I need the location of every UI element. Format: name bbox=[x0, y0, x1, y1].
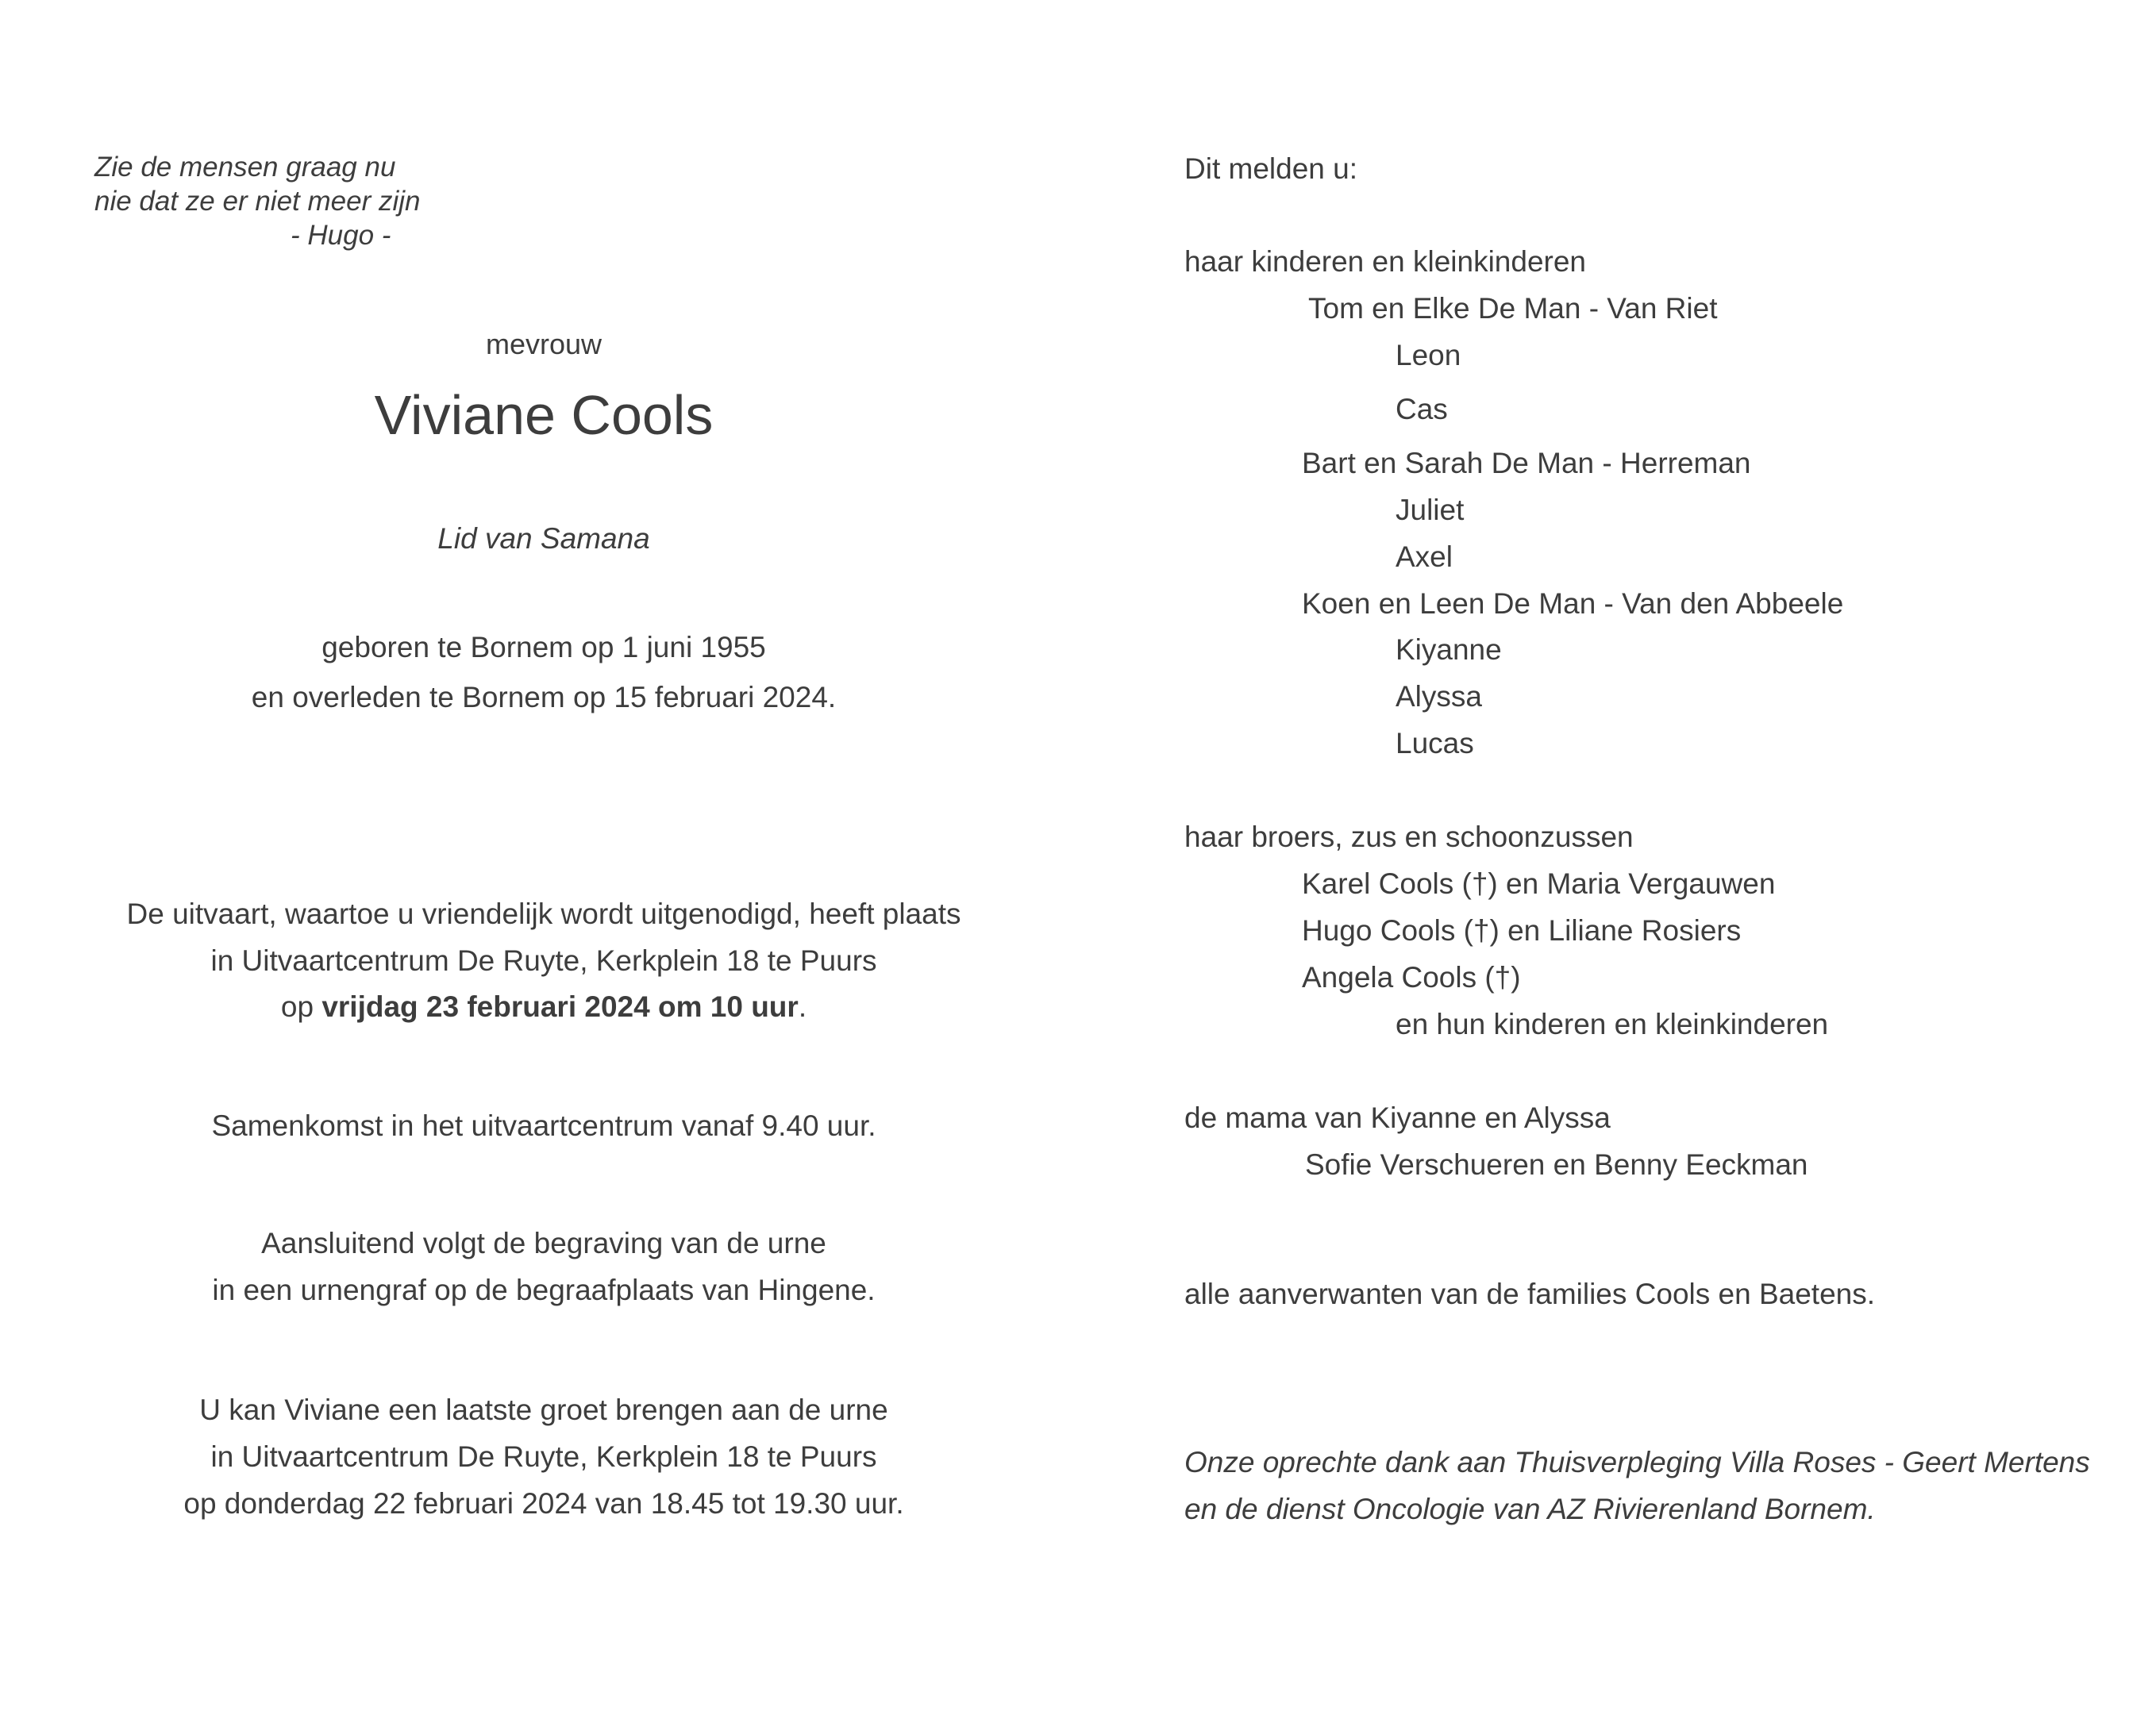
announcers-intro: Dit melden u: bbox=[1184, 152, 1357, 185]
grandchild-name: Cas bbox=[1396, 393, 1448, 425]
thanks-line: en de dienst Oncologie van AZ Rivierenland Bornem. bbox=[1184, 1493, 1876, 1525]
membership: Lid van Samana bbox=[437, 522, 650, 555]
birth-line: geboren te Bornem op 1 juni 1955 bbox=[321, 631, 766, 663]
thanks-line: Onze oprechte dank aan Thuisverpleging Villa Roses - Geert Mertens bbox=[1184, 1446, 2090, 1478]
family-name: Bart en Sarah De Man - Herreman bbox=[1302, 447, 1751, 479]
visit-line: U kan Viviane een laatste groet brengen aan de urne bbox=[199, 1394, 888, 1426]
grandchild-name: Axel bbox=[1396, 540, 1453, 573]
burial-line: Aansluitend volgt de begraving van de urne bbox=[261, 1227, 826, 1259]
salutation: mevrouw bbox=[485, 328, 603, 360]
grandchild-name: Alyssa bbox=[1396, 680, 1482, 713]
sibling-name: Karel Cools (†) en Maria Vergauwen bbox=[1302, 867, 1776, 900]
sibling-name: Hugo Cools (†) en Liliane Rosiers bbox=[1302, 914, 1742, 947]
gathering-line: Samenkomst in het uitvaartcentrum vanaf 9.40 uur. bbox=[211, 1109, 876, 1142]
funeral-date-suffix: . bbox=[798, 990, 807, 1023]
grandchild-name: Kiyanne bbox=[1396, 633, 1502, 666]
burial-line: in een urnengraf op de begraafplaats van Hingene. bbox=[212, 1274, 876, 1306]
sibling-name: Angela Cools (†) bbox=[1302, 961, 1521, 994]
mother-names: Sofie Verschueren en Benny Eeckman bbox=[1305, 1148, 1808, 1181]
siblings-heading: haar broers, zus en schoonzussen bbox=[1184, 821, 1634, 853]
siblings-descendants: en hun kinderen en kleinkinderen bbox=[1396, 1008, 1829, 1040]
quote-author: - Hugo - bbox=[291, 220, 391, 251]
deceased-name: Viviane Cools bbox=[374, 384, 714, 446]
family-name: Tom en Elke De Man - Van Riet bbox=[1308, 292, 1718, 325]
funeral-location: in Uitvaartcentrum De Ruyte, Kerkplein 18 te Puurs bbox=[210, 944, 877, 977]
death-line: en overleden te Bornem op 15 februari 2024. bbox=[251, 681, 837, 713]
funeral-line: De uitvaart, waartoe u vriendelijk wordt uitgenodigd, heeft plaats bbox=[126, 898, 961, 930]
visit-line: op donderdag 22 februari 2024 van 18.45 tot 19.30 uur. bbox=[183, 1487, 904, 1520]
funeral-date-prefix: op bbox=[280, 990, 322, 1023]
grandchild-name: Leon bbox=[1396, 339, 1461, 371]
family-name: Koen en Leen De Man - Van den Abbeele bbox=[1302, 587, 1844, 620]
mother-heading: de mama van Kiyanne en Alyssa bbox=[1184, 1102, 1611, 1134]
funeral-date: vrijdag 23 februari 2024 om 10 uur bbox=[321, 990, 799, 1023]
quote-line: Zie de mensen graag nu bbox=[94, 152, 396, 183]
funeral-date-line bbox=[95, 992, 992, 1021]
quote-line: nie dat ze er niet meer zijn bbox=[94, 186, 421, 217]
relatives-line: alle aanverwanten van de families Cools en Baetens. bbox=[1184, 1278, 1876, 1310]
grandchild-name: Lucas bbox=[1396, 727, 1474, 759]
children-heading: haar kinderen en kleinkinderen bbox=[1184, 245, 1587, 278]
grandchild-name: Juliet bbox=[1396, 494, 1465, 526]
visit-line: in Uitvaartcentrum De Ruyte, Kerkplein 18 te Puurs bbox=[210, 1440, 877, 1473]
